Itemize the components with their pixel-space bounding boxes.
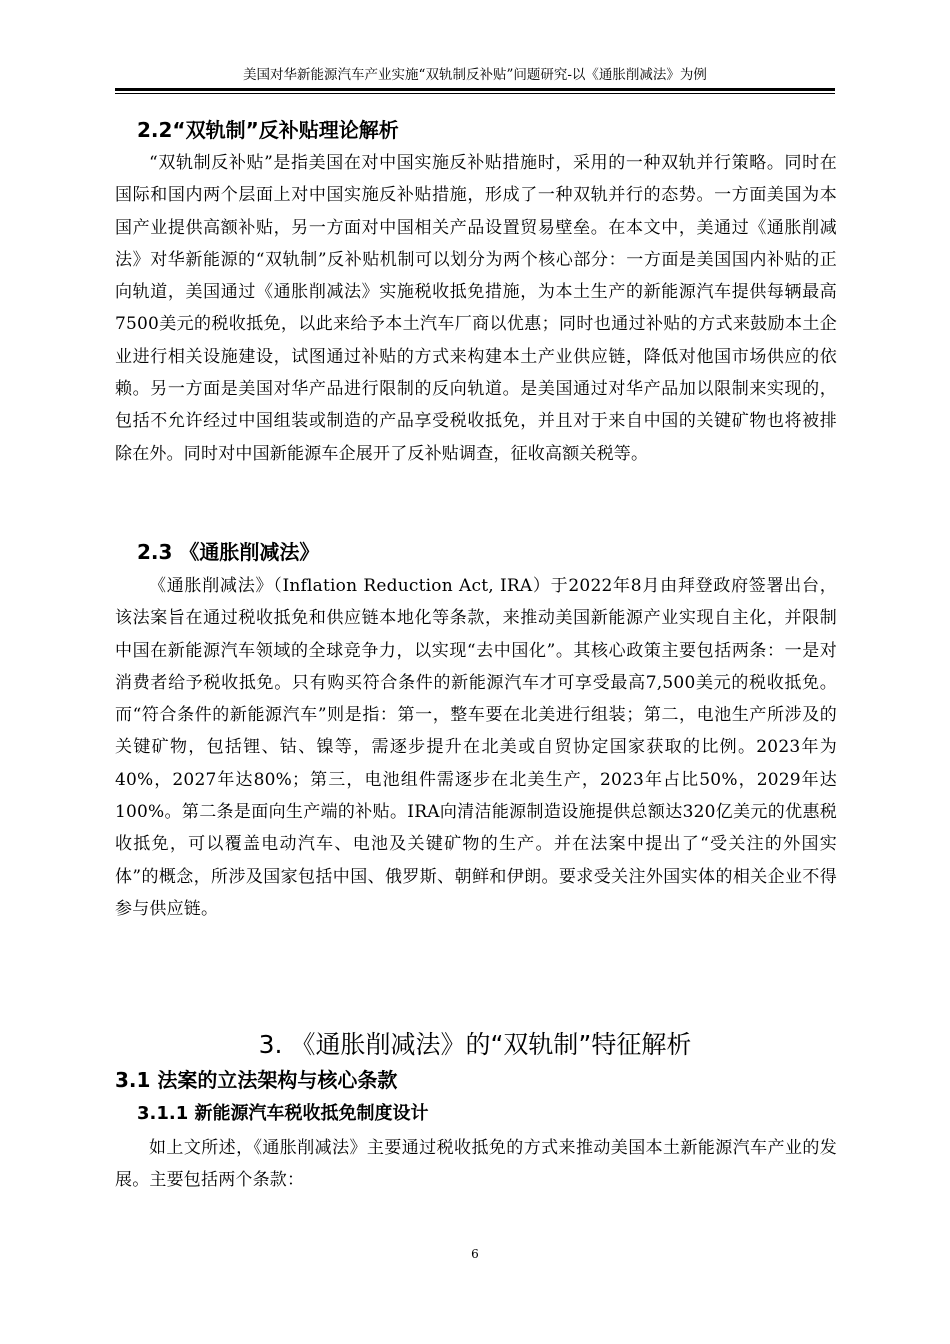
section-2-3-paragraph: 《通胀削减法》（Inflation Reduction Act, IRA）于2022年8月由拜登政府签署出台，该法案旨在通过税收抵免和供应链本地化等条款，来推动美国新能源产业实现自主化，并限制中国在新能源汽车领域的全球竞争力，以实现“去中国化”。其核心政策主要包括两条：一是对消费者给予税收抵免。只有购买符合条件的新能源汽车才可享受最高7,500美元的税收抵免。而“符合条件的新能源汽车”则是指：第一，整车要在北美进行组装；第二，电池生产所涉及的关键矿物，包括锂、钴、镍等，需逐步提升在北美或自贸协定国家获取的比例。2023年为40%，2027年达80%；第三，电池组件需逐步在北美生产，2023年占比50%，2029年达100%。第二条是面向生产端的补贴。IRA向清洁能源制造设施提供总额达320亿美元的优惠税收抵免，可以覆盖电动汽车、电池及关键矿物的生产。并在法案中提出了“受关注的外国实体”的概念，所涉及国家包括中国、俄罗斯、朝鲜和伊朗。要求受关注外国实体的相关企业不得参与供应链。: [115, 576, 837, 919]
section-3-1-1-paragraph: 如上文所述，《通胀削减法》主要通过税收抵免的方式来推动美国本土新能源汽车产业的发展。主要包括两个条款：: [115, 1138, 837, 1191]
section-3-1-1: [115, 1101, 837, 1197]
header-rule-thin: [115, 93, 835, 94]
header-rule: [115, 88, 835, 91]
section-heading-3-1-1: 3.1.1 新能源汽车税收抵免制度设计: [137, 1103, 429, 1124]
section-3-1: [115, 1066, 837, 1094]
running-header: 美国对华新能源汽车产业实施“双轨制反补贴”问题研究-以《通胀削减法》为例: [243, 67, 707, 83]
section-2-3: [115, 538, 837, 925]
section-heading-2-2: 2.2“双轨制”反补贴理论解析: [137, 118, 399, 142]
section-2-2-paragraph: “双轨制反补贴”是指美国在对中国实施反补贴措施时，采用的一种双轨并行策略。同时在国际和国内两个层面上对中国实施反补贴措施，形成了一种双轨并行的态势。一方面美国为本国产业提供高额补贴，另一方面对中国相关产品设置贸易壁垒。在本文中，美通过《通胀削减法》对华新能源的“双轨制”反补贴机制可以划分为两个核心部分：一方面是美国国内补贴的正向轨道，美国通过《通胀削减法》实施税收抵免措施，为本土生产的新能源汽车提供每辆最高7500美元的税收抵免，以此来给予本土汽车厂商以优惠；同时也通过补贴的方式来鼓励本土企业进行相关设施建设，试图通过补贴的方式来构建本土产业供应链，降低对他国市场供应的依赖。另一方面是美国对华产品进行限制的反向轨道。是美国通过对华产品加以限制来实现的，包括不允许经过中国组装或制造的产品享受税收抵免，并且对于来自中国的关键矿物也将被排除在外。同时对中国新能源车企展开了反补贴调查，征收高额关税等。: [115, 153, 837, 464]
section-heading-3-1: 3.1 法案的立法架构与核心条款: [115, 1068, 398, 1092]
section-2-2: [115, 116, 837, 470]
page-number: 6: [471, 1247, 479, 1261]
chapter-3-heading: 3. 《通胀削减法》的“双轨制”特征解析: [258, 1030, 692, 1059]
section-heading-2-3: 2.3 《通胀削减法》: [137, 540, 320, 564]
